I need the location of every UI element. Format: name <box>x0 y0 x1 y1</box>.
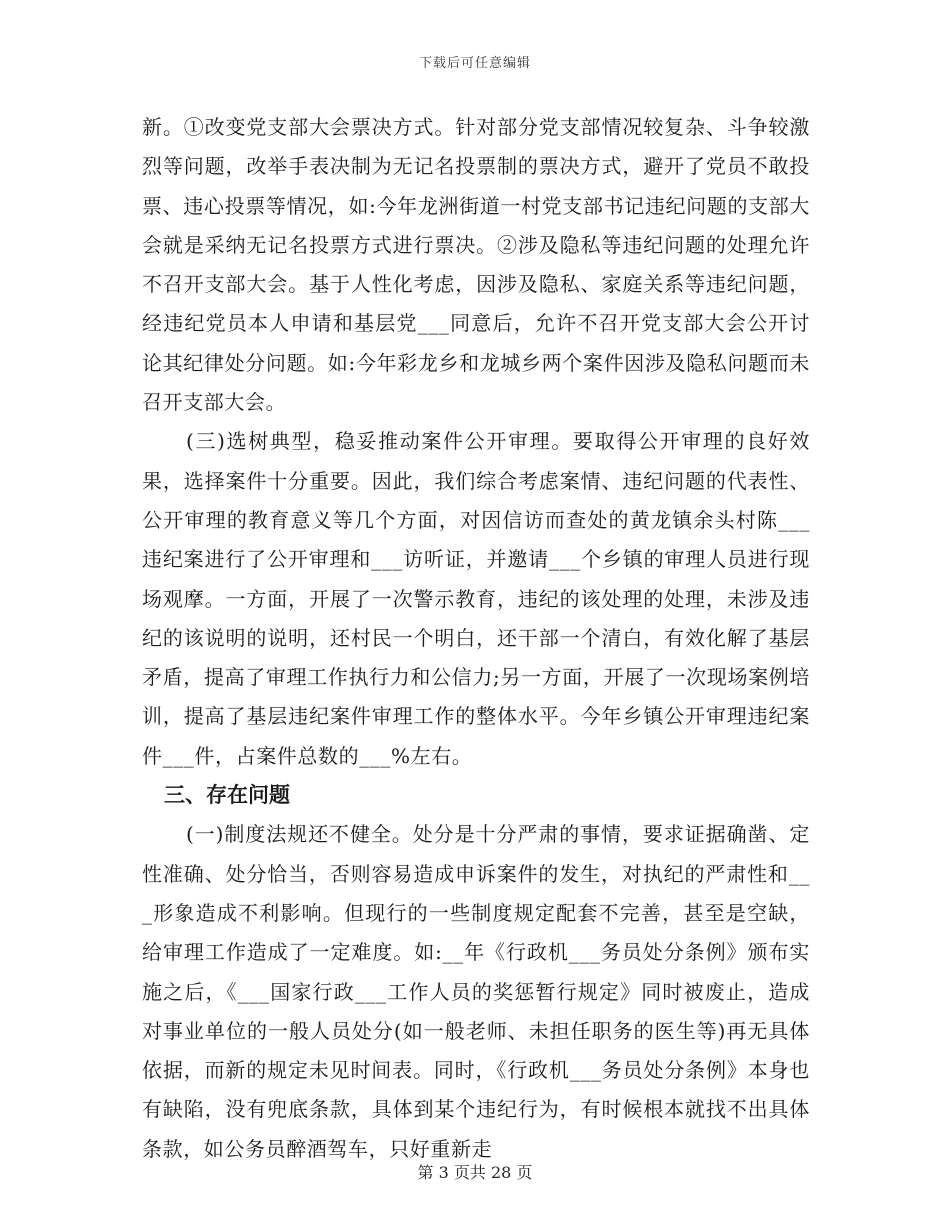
paragraph-continued: 新。①改变党支部大会票决方式。针对部分党支部情况较复杂、斗争较激烈等问题，改举手表决制为无记名投票制的票决方式，避开了党员不敢投票、违心投票等情况，如:今年龙洲街道一村党支部书记违纪问题的支部大会就是采纳无记名投票方式进行票决。②涉及隐私等违纪问题的处理允许不召开支部大会。基于人性化考虑，因涉及隐私、家庭关系等违纪问题，经违纪党员本人申请和基层党___同意后，允许不召开党支部大会公开讨论其纪律处分问题。如:今年彩龙乡和龙城乡两个案件因涉及隐私问题而未召开支部大会。 <box>142 115 810 415</box>
document-body <box>142 108 810 1169</box>
page-header: 下载后可任意编辑 <box>418 56 531 71</box>
page-number-footer: 第 3 页共 28 页 <box>417 1163 533 1182</box>
paragraph-section-3-1: (一)制度法规还不健全。处分是十分严肃的事情，要求证据确凿、定性准确、处分恰当，否则容易造成申诉案件的发生，对执纪的严肃性和___形象造成不利影响。但现行的一些制度规定配套不完善，甚至是空缺，给审理工作造成了一定难度。如:__年《行政机___务员处分条例》颁布实施之后，《___国家行政___工作人员的奖惩暂行规定》同时被废止，造成对事业单位的一般人员处分(如一般老师、未担任职务的医生等)再无具体依据，而新的规定未见时间表。同时，《行政机___务员处分条例》本身也有缺陷，没有兜底条款，具体到某个违纪行为，有时候根本就找不出具体条款，如公务员醉酒驾车，只好重新走 <box>142 822 810 1161</box>
section-heading-problems: 三、存在问题 <box>164 783 290 808</box>
paragraph-section-2-3: (三)选树典型，稳妥推动案件公开审理。要取得公开审理的良好效果，选择案件十分重要。因此，我们综合考虑案情、违纪问题的代表性、公开审理的教育意义等几个方面，对因信访而查处的黄龙镇余头村陈___违纪案进行了公开审理和___访听证，并邀请___个乡镇的审理人员进行现场观摩。一方面，开展了一次警示教育，违纪的该处理的处理，未涉及违纪的该说明的说明，还村民一个明白，还干部一个清白，有效化解了基层矛盾，提高了审理工作执行力和公信力;另一方面，开展了一次现场案例培训，提高了基层违纪案件审理工作的整体水平。今年乡镇公开审理违纪案件___件，占案件总数的___%左右。 <box>142 429 810 768</box>
